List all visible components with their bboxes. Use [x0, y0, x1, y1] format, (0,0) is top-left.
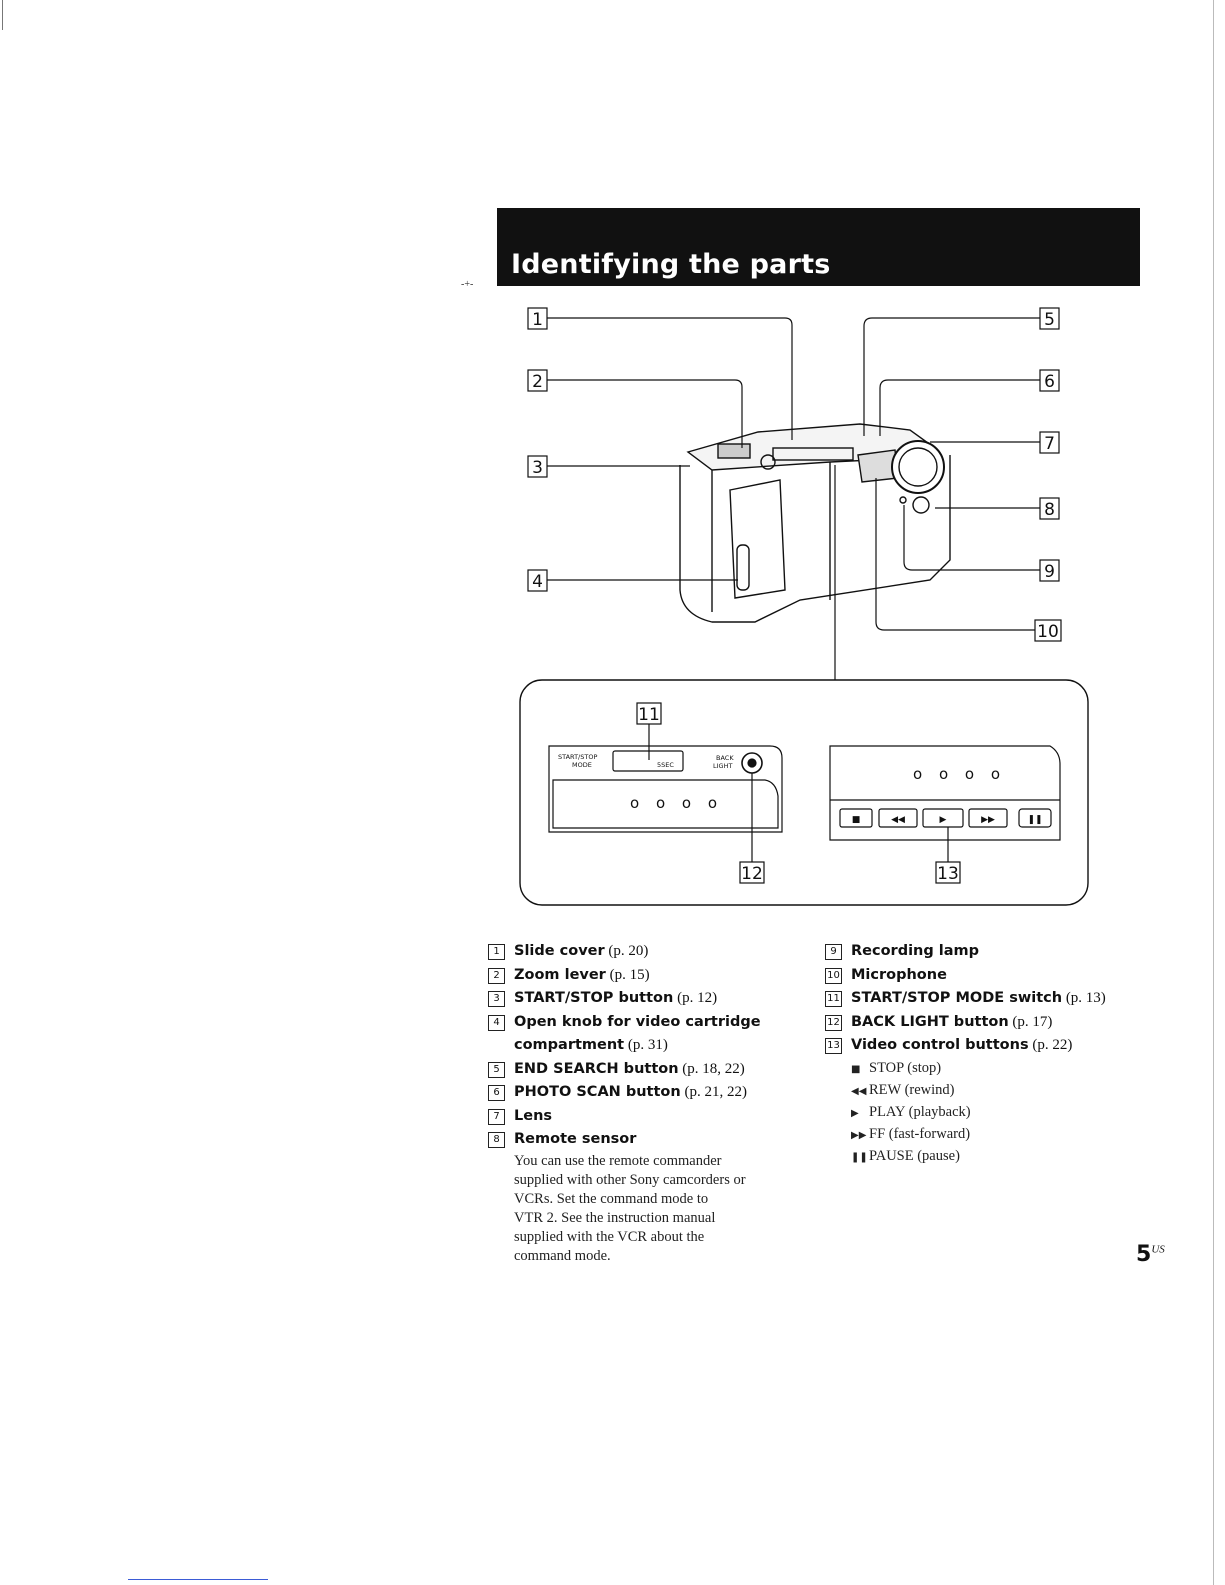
callout-12: 12 — [741, 864, 763, 884]
page-number-suffix: US — [1151, 1243, 1165, 1256]
control-panel-detail — [830, 746, 1060, 862]
callout-5: 5 — [1044, 310, 1055, 330]
part-name: START/STOP button — [514, 990, 674, 1006]
part-name: START/STOP MODE switch — [851, 990, 1063, 1006]
callout-1: 1 — [532, 310, 543, 330]
page-ref: (p. 22) — [1032, 1037, 1073, 1053]
fast-forward-icon: ▶▶ — [851, 1129, 867, 1141]
page-ref: (p. 18, 22) — [682, 1060, 745, 1077]
top-panel-dots: o o o o — [630, 794, 724, 812]
callout-6: 6 — [1044, 372, 1055, 392]
fast-forward-icon: ▶▶ — [981, 815, 995, 825]
part-name: Remote sensor — [514, 1131, 637, 1147]
button-description: FF (fast-forward) — [869, 1125, 971, 1142]
item-number: 8 — [488, 1132, 505, 1148]
item-number: 10 — [825, 968, 842, 984]
list-item — [825, 964, 1115, 988]
item-number: 3 — [488, 991, 505, 1007]
item-number: 12 — [825, 1015, 842, 1031]
control-panel-dots: o o o o — [913, 765, 1007, 783]
callout-8: 8 — [1044, 500, 1055, 520]
part-name: BACK LIGHT button — [851, 1013, 1009, 1030]
list-item — [488, 1011, 808, 1058]
part-name-continued: compartment — [514, 1037, 625, 1053]
part-name: Microphone — [851, 966, 947, 983]
list-item — [851, 1102, 1115, 1124]
page-title: Identifying the parts — [511, 249, 831, 280]
callout-10: 10 — [1037, 622, 1059, 642]
back-light-label-1: BACK — [716, 754, 734, 762]
item-number: 2 — [488, 968, 505, 984]
note-line: supplied with other Sony camcorders or — [514, 1171, 746, 1188]
part-name: Recording lamp — [851, 943, 980, 959]
part-name: Open knob for video cartridge — [514, 1013, 761, 1030]
crop-mark: -+- — [461, 279, 474, 290]
play-icon: ▶ — [939, 815, 947, 825]
back-light-label-2: LIGHT — [713, 762, 733, 770]
stop-icon: ■ — [851, 1063, 861, 1075]
detail-frame — [520, 680, 1088, 905]
pause-icon: ❚❚ — [851, 1151, 868, 1163]
list-item — [851, 1080, 1115, 1102]
page-ref: (p. 13) — [1065, 990, 1106, 1006]
item-number: 7 — [488, 1109, 505, 1125]
list-item — [851, 1124, 1115, 1146]
list-item — [488, 964, 808, 988]
item-number: 1 — [488, 944, 505, 960]
start-stop-mode-label-1: START/STOP — [558, 753, 598, 761]
timer-label: 5SEC — [657, 761, 674, 769]
rewind-icon: ◀◀ — [891, 815, 905, 825]
list-item — [851, 1146, 1115, 1168]
list-item — [488, 1105, 808, 1129]
rewind-icon: ◀◀ — [851, 1085, 867, 1097]
note-line: command mode. — [514, 1247, 611, 1264]
list-item — [488, 940, 808, 964]
page-ref: (p. 21, 22) — [684, 1084, 747, 1100]
page-ref: (p. 31) — [627, 1037, 668, 1053]
list-item — [825, 940, 1115, 964]
part-name: Lens — [514, 1107, 553, 1124]
note-line: You can use the remote commander — [514, 1152, 722, 1169]
item-number: 9 — [825, 944, 842, 960]
part-name: PHOTO SCAN button — [514, 1084, 681, 1100]
page-ref: (p. 12) — [677, 990, 718, 1006]
callout-7: 7 — [1044, 434, 1055, 454]
callout-boxes — [528, 308, 1061, 883]
list-item — [488, 1058, 808, 1082]
page-ref: (p. 20) — [608, 943, 649, 959]
item-number: 6 — [488, 1085, 505, 1101]
page-ref: (p. 17) — [1012, 1013, 1053, 1030]
play-icon: ▶ — [851, 1107, 859, 1119]
start-stop-mode-label-2: MODE — [572, 761, 592, 769]
callout-4: 4 — [532, 572, 543, 592]
page-number-value: 5 — [1136, 1242, 1152, 1267]
button-description: PAUSE (pause) — [869, 1147, 960, 1164]
camera-illustration — [680, 424, 950, 622]
callout-9: 9 — [1044, 562, 1055, 582]
list-item — [488, 987, 808, 1011]
callout-11: 11 — [638, 705, 660, 725]
part-name: Video control buttons — [851, 1037, 1029, 1053]
leader-lines — [547, 318, 1040, 680]
button-description: REW (rewind) — [869, 1081, 955, 1098]
top-panel-detail — [549, 724, 782, 862]
button-description: PLAY (playback) — [869, 1103, 971, 1120]
callout-2: 2 — [532, 372, 543, 392]
list-item — [488, 1128, 808, 1152]
part-name: END SEARCH button — [514, 1060, 679, 1077]
remote-sensor-note — [488, 1152, 804, 1266]
item-number: 5 — [488, 1062, 505, 1078]
list-item — [825, 1034, 1115, 1058]
pause-icon: ❚❚ — [1027, 815, 1043, 825]
button-description: STOP (stop) — [869, 1059, 942, 1076]
item-number: 4 — [488, 1015, 505, 1031]
list-item — [488, 1081, 808, 1105]
video-button-list — [825, 1058, 1115, 1168]
note-line: VTR 2. See the instruction manual — [514, 1209, 716, 1226]
item-number: 11 — [825, 991, 842, 1007]
callout-3: 3 — [532, 458, 543, 478]
page-ref: (p. 15) — [609, 966, 650, 983]
part-name: Zoom lever — [514, 966, 606, 983]
list-item — [851, 1058, 1115, 1080]
note-line: VCRs. Set the command mode to — [514, 1190, 709, 1207]
list-item — [825, 987, 1115, 1011]
callout-13: 13 — [937, 864, 959, 884]
part-name: Slide cover — [514, 943, 605, 959]
page-number — [1136, 1242, 1165, 1267]
parts-list-left — [488, 940, 808, 1266]
list-item — [825, 1011, 1115, 1035]
parts-list-right — [825, 940, 1115, 1168]
note-line: supplied with the VCR about the — [514, 1228, 705, 1245]
item-number: 13 — [825, 1038, 842, 1054]
stop-icon: ■ — [851, 815, 861, 825]
